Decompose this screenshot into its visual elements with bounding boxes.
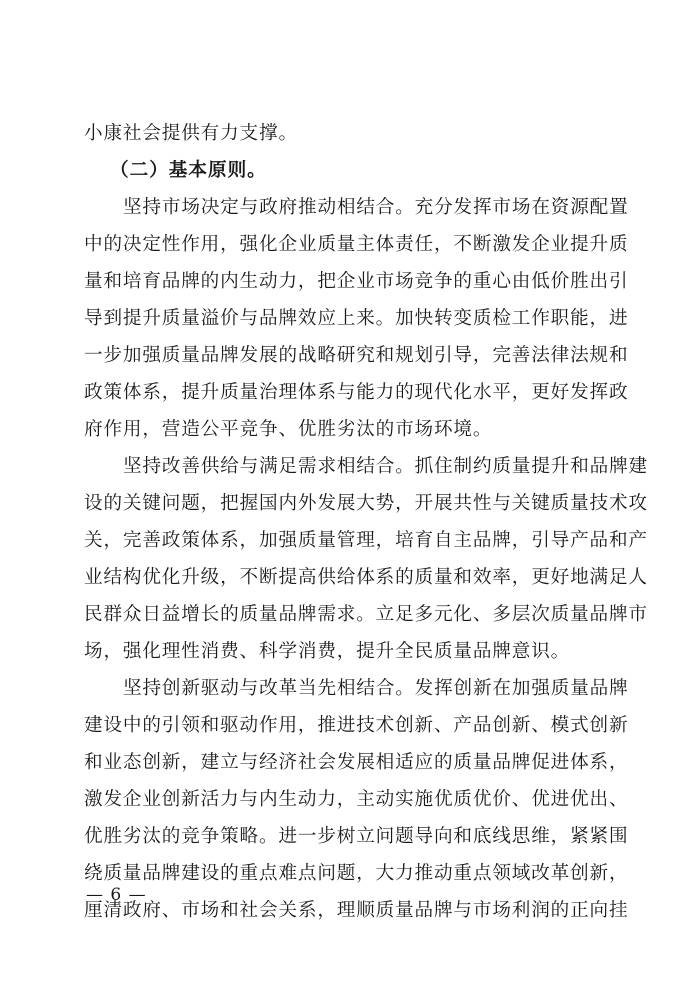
text-line: 府作用，营造公平竞争、优胜劣汰的市场环境。 bbox=[84, 419, 493, 440]
text-line: 厘清政府、市场和社会关系，理顺质量品牌与市场利润的正向挂 bbox=[84, 900, 629, 921]
text-line: 导到提升质量溢价与品牌效应上来。加快转变质检工作职能，进 bbox=[84, 308, 629, 329]
text-line: 量和培育品牌的内生动力，把企业市场竞争的重心由低价胜出引 bbox=[84, 271, 629, 292]
text-line: 绕质量品牌建设的重点难点问题，大力推动重点领域改革创新， bbox=[84, 863, 629, 884]
text-line: 中的决定性作用，强化企业质量主体责任，不断激发企业提升质 bbox=[84, 234, 629, 255]
paragraph-first-line: 坚持市场决定与政府推动相结合。充分发挥市场在资源配置 bbox=[123, 197, 629, 218]
text-line: 业结构优化升级，不断提高供给体系的质量和效率，更好地满足人 bbox=[84, 567, 648, 588]
paragraph-first-line: 坚持创新驱动与改革当先相结合。发挥创新在加强质量品牌 bbox=[123, 678, 629, 699]
paragraph-first-line: 坚持改善供给与满足需求相结合。抓住制约质量提升和品牌建 bbox=[123, 456, 648, 477]
text-line: 关，完善政策体系，加强质量管理，培育自主品牌，引导产品和产 bbox=[84, 530, 648, 551]
text-line: 激发企业创新活力与内生动力，主动实施优质优价、优进优出、 bbox=[84, 789, 629, 810]
text-line: 小康社会提供有力支撑。 bbox=[84, 123, 298, 144]
text-line: 建设中的引领和驱动作用，推进技术创新、产品创新、模式创新 bbox=[84, 715, 629, 736]
page-number: — 6 — bbox=[86, 885, 147, 905]
text-line: 一步加强质量品牌发展的战略研究和规划引导，完善法律法规和 bbox=[84, 345, 629, 366]
text-line: 民群众日益增长的质量品牌需求。立足多元化、多层次质量品牌市 bbox=[84, 604, 648, 625]
text-line: 优胜劣汰的竞争策略。进一步树立问题导向和底线思维，紧紧围 bbox=[84, 826, 629, 847]
section-heading: （二）基本原则。 bbox=[110, 160, 267, 181]
document-body bbox=[84, 115, 648, 929]
text-line: 设的关键问题，把握国内外发展大势，开展共性与关键质量技术攻 bbox=[84, 493, 648, 514]
text-line: 政策体系，提升质量治理体系与能力的现代化水平，更好发挥政 bbox=[84, 382, 629, 403]
text-line: 场，强化理性消费、科学消费，提升全民质量品牌意识。 bbox=[84, 641, 571, 662]
text-line: 和业态创新，建立与经济社会发展相适应的质量品牌促进体系， bbox=[84, 752, 629, 773]
